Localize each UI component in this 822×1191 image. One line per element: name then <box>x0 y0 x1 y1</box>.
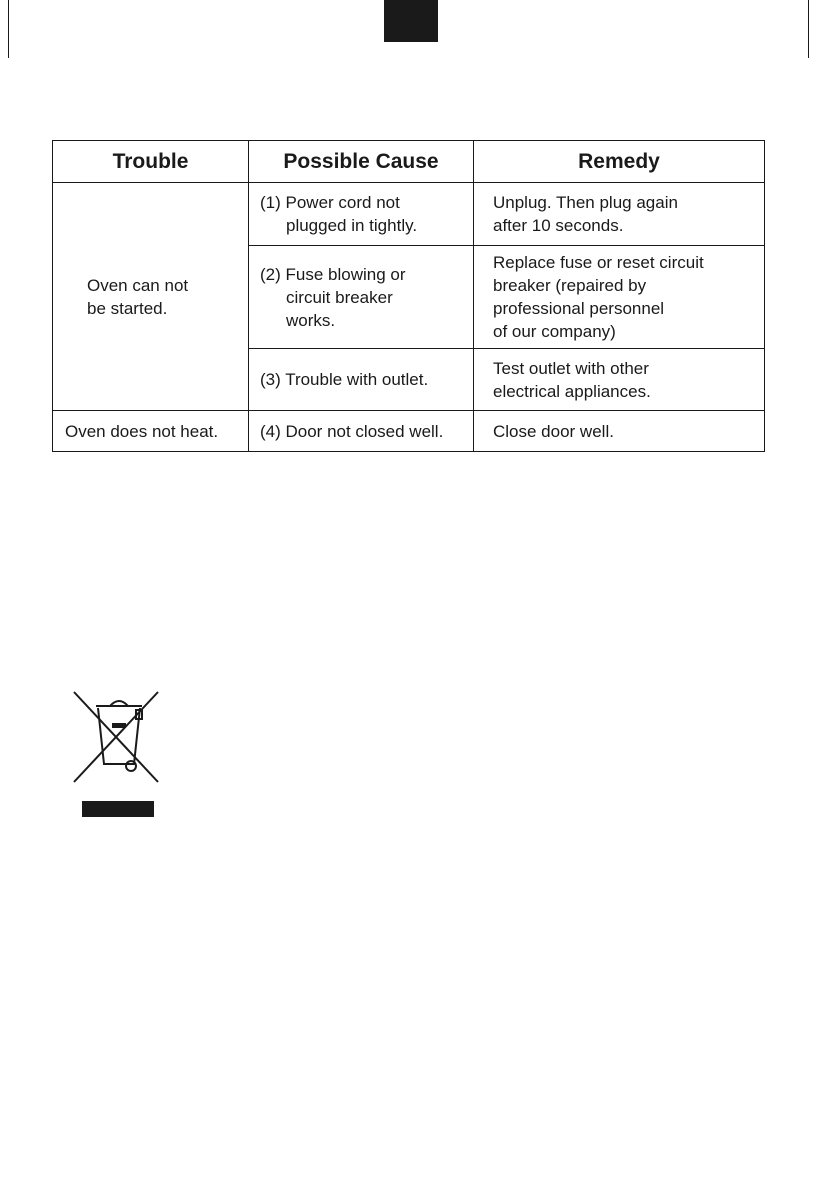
crop-mark-right <box>808 0 809 58</box>
remedy-3: Test outlet with other electrical appliances. <box>474 349 765 411</box>
cause-1: (1) Power cord not plugged in tightly. <box>249 183 474 246</box>
remedy-4: Close door well. <box>474 411 765 452</box>
table-row <box>53 411 765 452</box>
crop-mark-left <box>8 0 9 58</box>
page-number-tab <box>384 0 438 42</box>
cause-3: (3) Trouble with outlet. <box>249 349 474 411</box>
header-trouble: Trouble <box>53 141 249 183</box>
remedy-2: Replace fuse or reset circuit breaker (repaired by professional personnel of our company) <box>474 246 765 349</box>
cause-4: (4) Door not closed well. <box>249 411 474 452</box>
header-remedy: Remedy <box>474 141 765 183</box>
remedy-1: Unplug. Then plug again after 10 seconds. <box>474 183 765 246</box>
header-possible-cause: Possible Cause <box>249 141 474 183</box>
cause-2: (2) Fuse blowing or circuit breaker works. <box>249 246 474 349</box>
trouble-oven-not-start: Oven can not be started. <box>53 183 249 411</box>
crossed-out-wheelie-bin-icon <box>66 686 166 786</box>
trouble-oven-not-heat: Oven does not heat. <box>53 411 249 452</box>
table-row <box>53 183 765 246</box>
weee-underline-bar <box>82 801 154 817</box>
troubleshooting-table <box>52 140 765 452</box>
table-header-row <box>53 141 765 183</box>
